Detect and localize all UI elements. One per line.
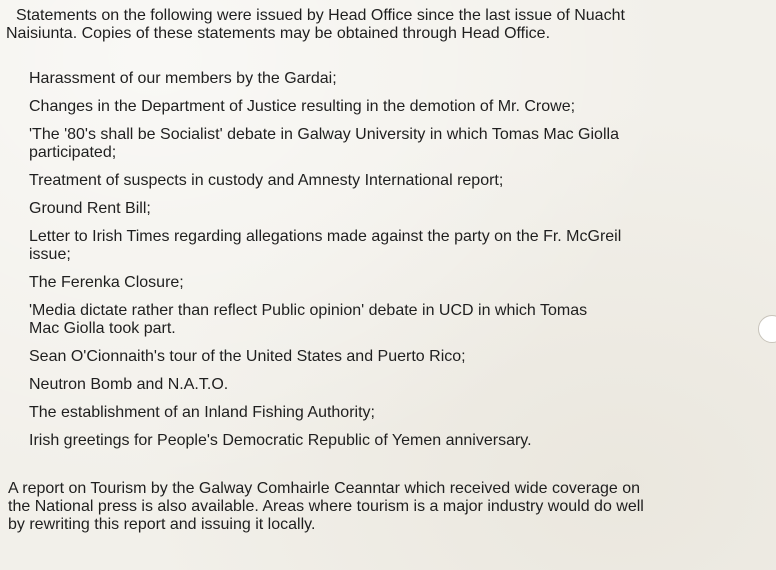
statement-line: Ground Rent Bill; xyxy=(29,200,151,217)
statement-line: Treatment of suspects in custody and Amnesty International report; xyxy=(29,172,504,189)
statement-line: 'Media dictate rather than reflect Public opinion' debate in UCD in which Tomas xyxy=(29,302,588,319)
statement-line: participated; xyxy=(29,144,117,161)
statement-line: The Ferenka Closure; xyxy=(29,274,184,291)
statement-item xyxy=(29,302,749,338)
statement-list xyxy=(29,70,749,450)
statement-item xyxy=(29,432,749,450)
statement-line: issue; xyxy=(29,246,71,263)
statement-item xyxy=(29,172,749,190)
closing-paragraph xyxy=(8,480,768,534)
statement-line: Harassment of our members by the Gardai; xyxy=(29,70,337,87)
intro-line: Naisiunta. Copies of these statements may be obtained through Head Office. xyxy=(6,25,551,42)
statement-item xyxy=(29,200,749,218)
statement-item xyxy=(29,70,749,88)
closing-line: by rewriting this report and issuing it locally. xyxy=(8,516,316,533)
statement-line: Letter to Irish Times regarding allegations made against the party on the Fr. McGreil xyxy=(29,228,622,245)
statement-item xyxy=(29,126,749,162)
intro-line: Statements on the following were issued by Head Office since the last issue of Nuacht xyxy=(16,7,625,24)
intro-paragraph xyxy=(6,7,706,43)
statement-line: 'The '80's shall be Socialist' debate in Galway University in which Tomas Mac Giolla xyxy=(29,126,619,143)
statement-item xyxy=(29,274,749,292)
statement-item xyxy=(29,228,749,264)
statement-line: Sean O'Cionnaith's tour of the United States and Puerto Rico; xyxy=(29,348,466,365)
punch-hole xyxy=(758,315,776,343)
statement-line: Changes in the Department of Justice resulting in the demotion of Mr. Crowe; xyxy=(29,98,576,115)
statement-item xyxy=(29,376,749,394)
closing-line: A report on Tourism by the Galway Comhairle Ceanntar which received wide coverage on xyxy=(8,480,641,497)
statement-item xyxy=(29,348,749,366)
statement-line: The establishment of an Inland Fishing Authority; xyxy=(29,404,375,421)
statement-line: Mac Giolla took part. xyxy=(29,320,176,337)
statement-line: Irish greetings for People's Democratic Republic of Yemen anniversary. xyxy=(29,432,532,449)
statement-item xyxy=(29,404,749,422)
statement-item xyxy=(29,98,749,116)
statement-line: Neutron Bomb and N.A.T.O. xyxy=(29,376,229,393)
closing-line: the National press is also available. Areas where tourism is a major industry would do well xyxy=(8,498,644,515)
